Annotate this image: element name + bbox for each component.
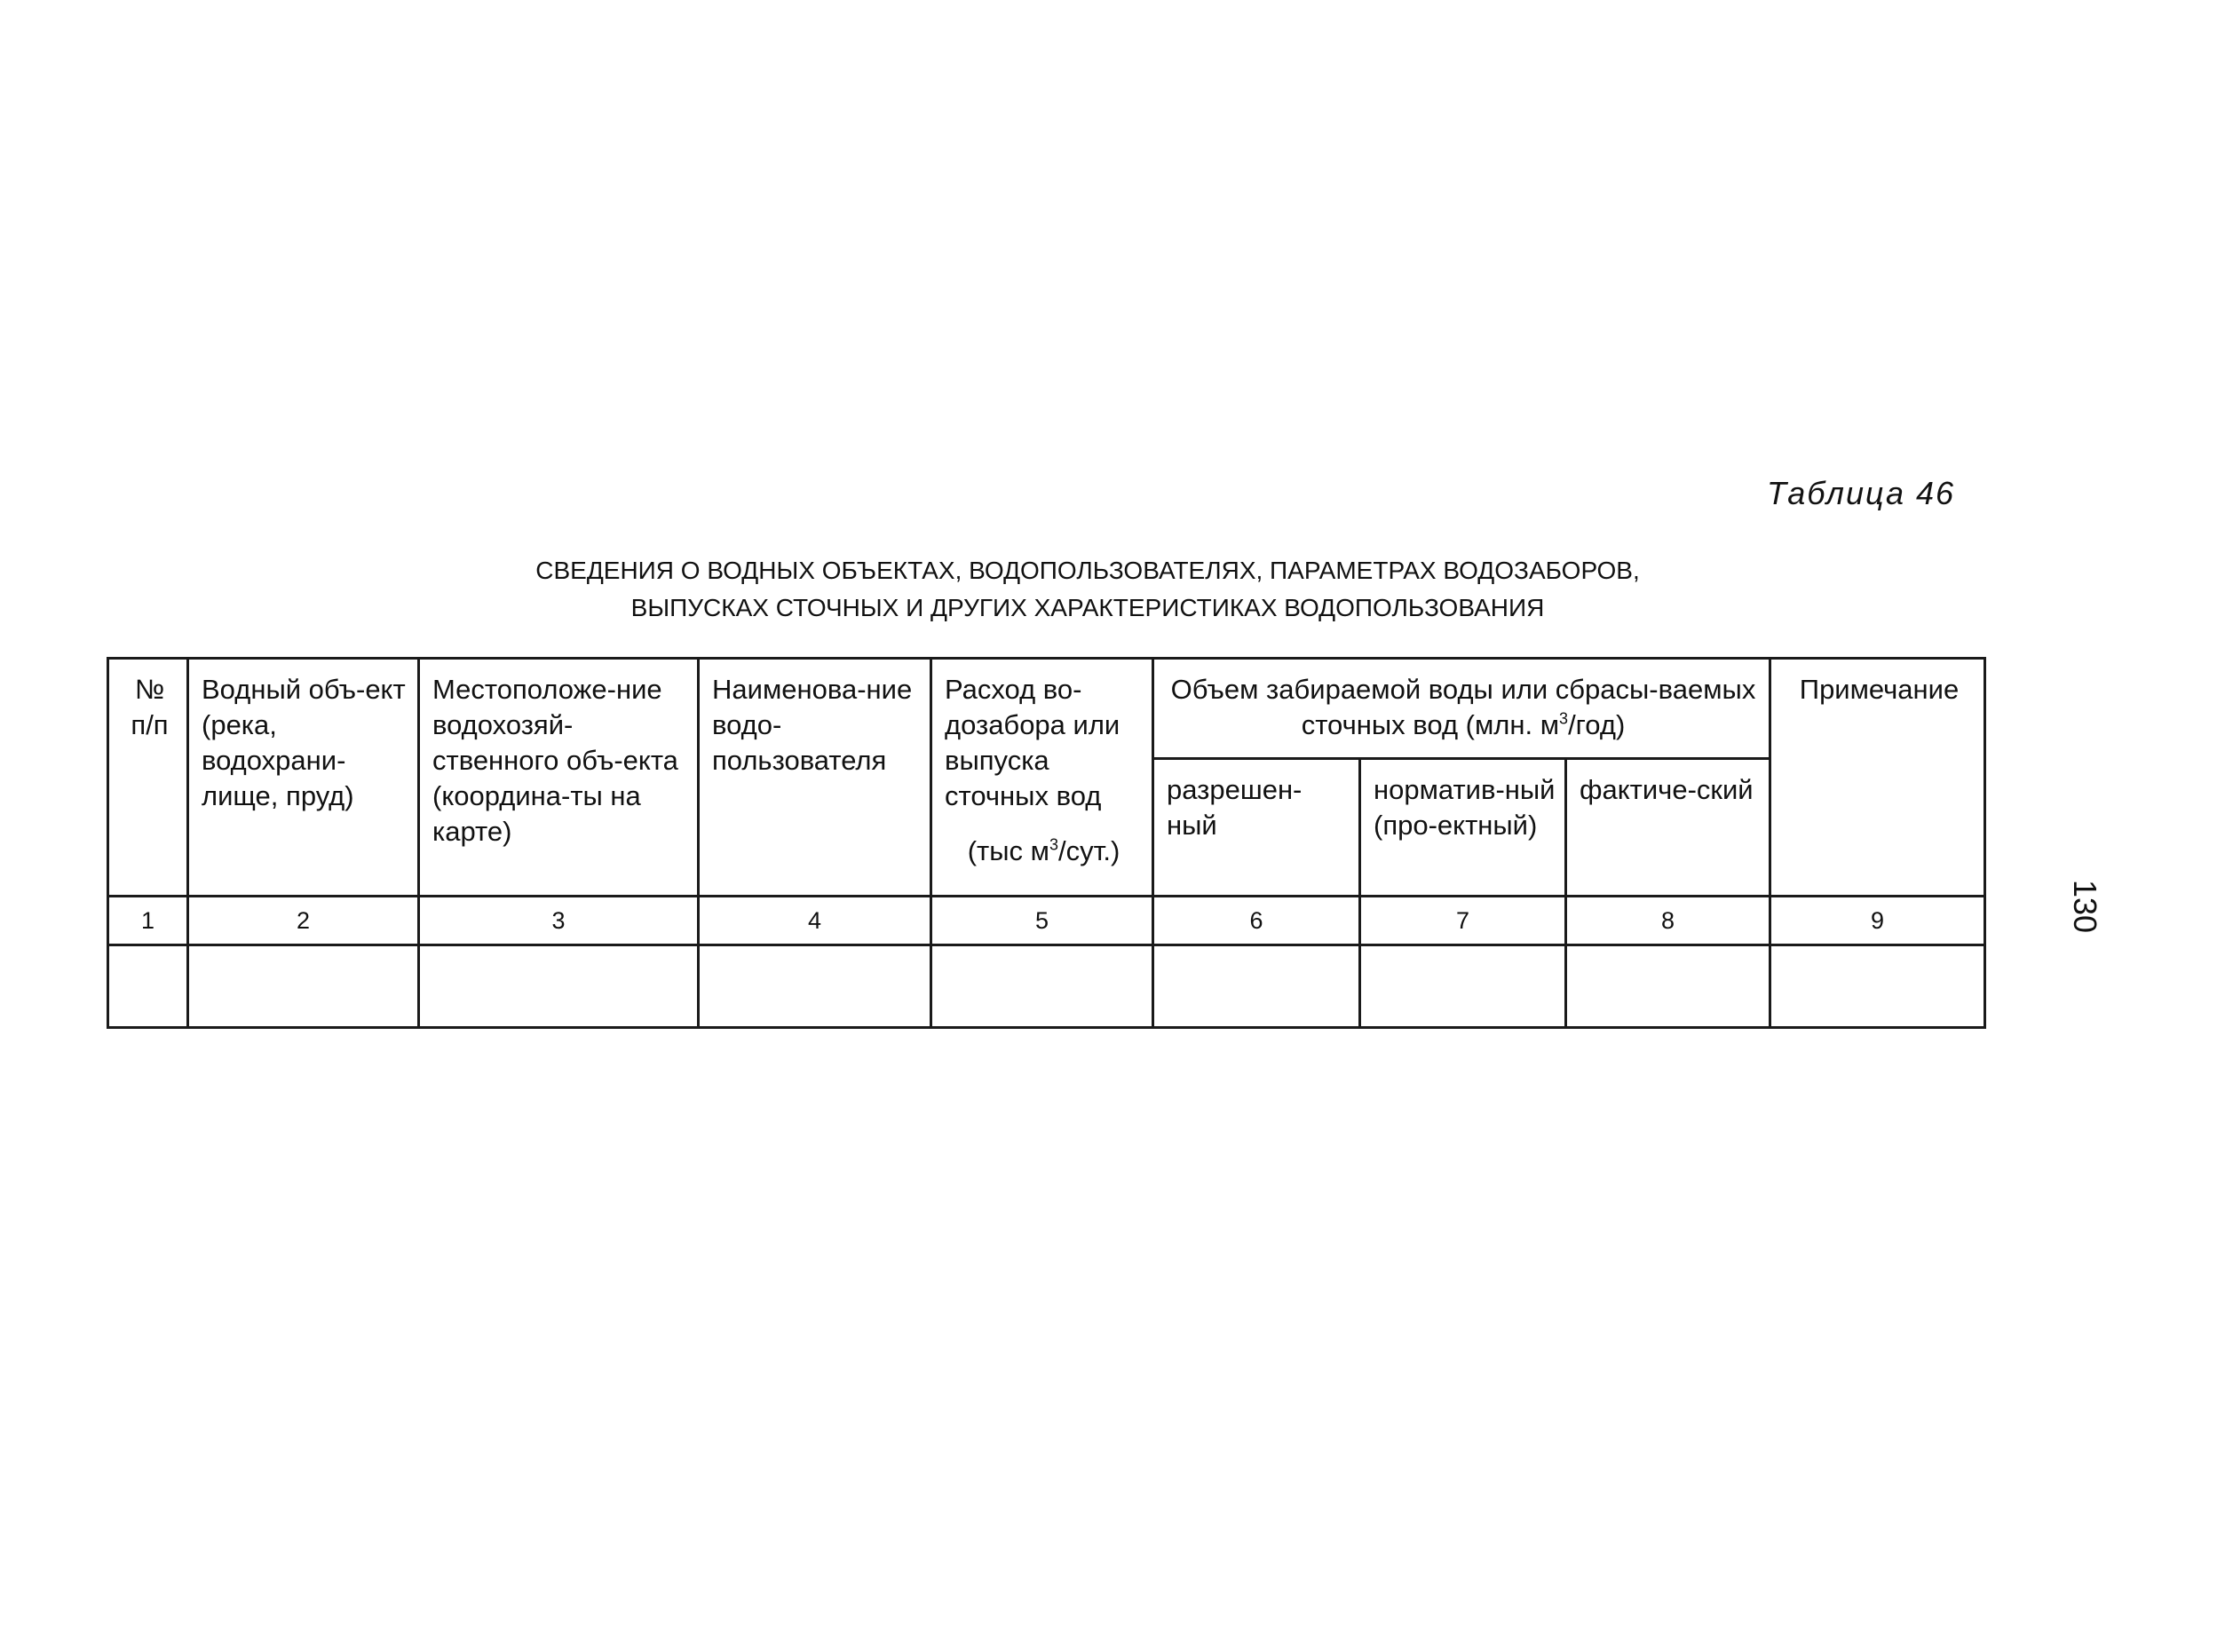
column-number: 4 <box>699 897 931 945</box>
header-group-volume <box>1153 659 1770 759</box>
empty-cell <box>1360 945 1566 1028</box>
table-title-line-1: СВЕДЕНИЯ О ВОДНЫХ ОБЪЕКТАХ, ВОДОПОЛЬЗОВАТЕЛЯХ, ПАРАМЕТРАХ ВОДОЗАБОРОВ, <box>535 557 1640 584</box>
header-col-2: Водный объ-ект (река, водохрани-лище, пруд) <box>188 659 419 897</box>
group-text: Объем забираемой воды или сбрасы-ваемых сточных вод (млн. м <box>1170 674 1756 740</box>
table-title <box>497 552 1678 627</box>
column-number: 3 <box>419 897 699 945</box>
header-col-9: Примечание <box>1770 659 1985 897</box>
empty-cell <box>1153 945 1360 1028</box>
empty-cell <box>1566 945 1770 1028</box>
empty-cell <box>188 945 419 1028</box>
column-number: 5 <box>931 897 1153 945</box>
column-number: 7 <box>1360 897 1566 945</box>
column-number: 6 <box>1153 897 1360 945</box>
header-col-7: норматив-ный (про-ектный) <box>1360 759 1566 897</box>
empty-cell <box>931 945 1153 1028</box>
header-col-8: фактиче-ский <box>1566 759 1770 897</box>
header-col-5-text: Расход во-дозабора или выпуска сточных вод <box>945 674 1120 811</box>
header-col-1: № п/п <box>108 659 188 897</box>
group-suffix: /год) <box>1568 709 1626 740</box>
empty-cell <box>419 945 699 1028</box>
column-number: 2 <box>188 897 419 945</box>
column-number-row <box>108 897 1985 945</box>
table-title-line-2: ВЫПУСКАХ СТОЧНЫХ И ДРУГИХ ХАРАКТЕРИСТИКАХ ВОДОПОЛЬЗОВАНИЯ <box>630 594 1545 621</box>
empty-cell <box>699 945 931 1028</box>
header-col-5 <box>931 659 1153 897</box>
empty-cell <box>1770 945 1985 1028</box>
unit-prefix: (тыс м <box>967 835 1049 866</box>
column-number: 9 <box>1770 897 1985 945</box>
page-number: 130 <box>2067 879 2104 934</box>
group-superscript: 3 <box>1559 709 1569 728</box>
header-col-5-unit <box>945 834 1143 869</box>
table-number-label: Таблица 46 <box>1767 475 1956 511</box>
header-row-1 <box>108 659 1985 759</box>
header-col-3: Местоположе-ние водохозяй-ственного объ-екта (координа-ты на карте) <box>419 659 699 897</box>
unit-superscript: 3 <box>1049 835 1058 854</box>
empty-cell <box>108 945 188 1028</box>
header-col-4: Наименова-ние водо-пользователя <box>699 659 931 897</box>
water-objects-table <box>107 657 1986 1029</box>
unit-suffix: /сут.) <box>1057 835 1120 866</box>
empty-data-row <box>108 945 1985 1028</box>
header-col-6: разрешен-ный <box>1153 759 1360 897</box>
column-number: 1 <box>108 897 188 945</box>
column-number: 8 <box>1566 897 1770 945</box>
